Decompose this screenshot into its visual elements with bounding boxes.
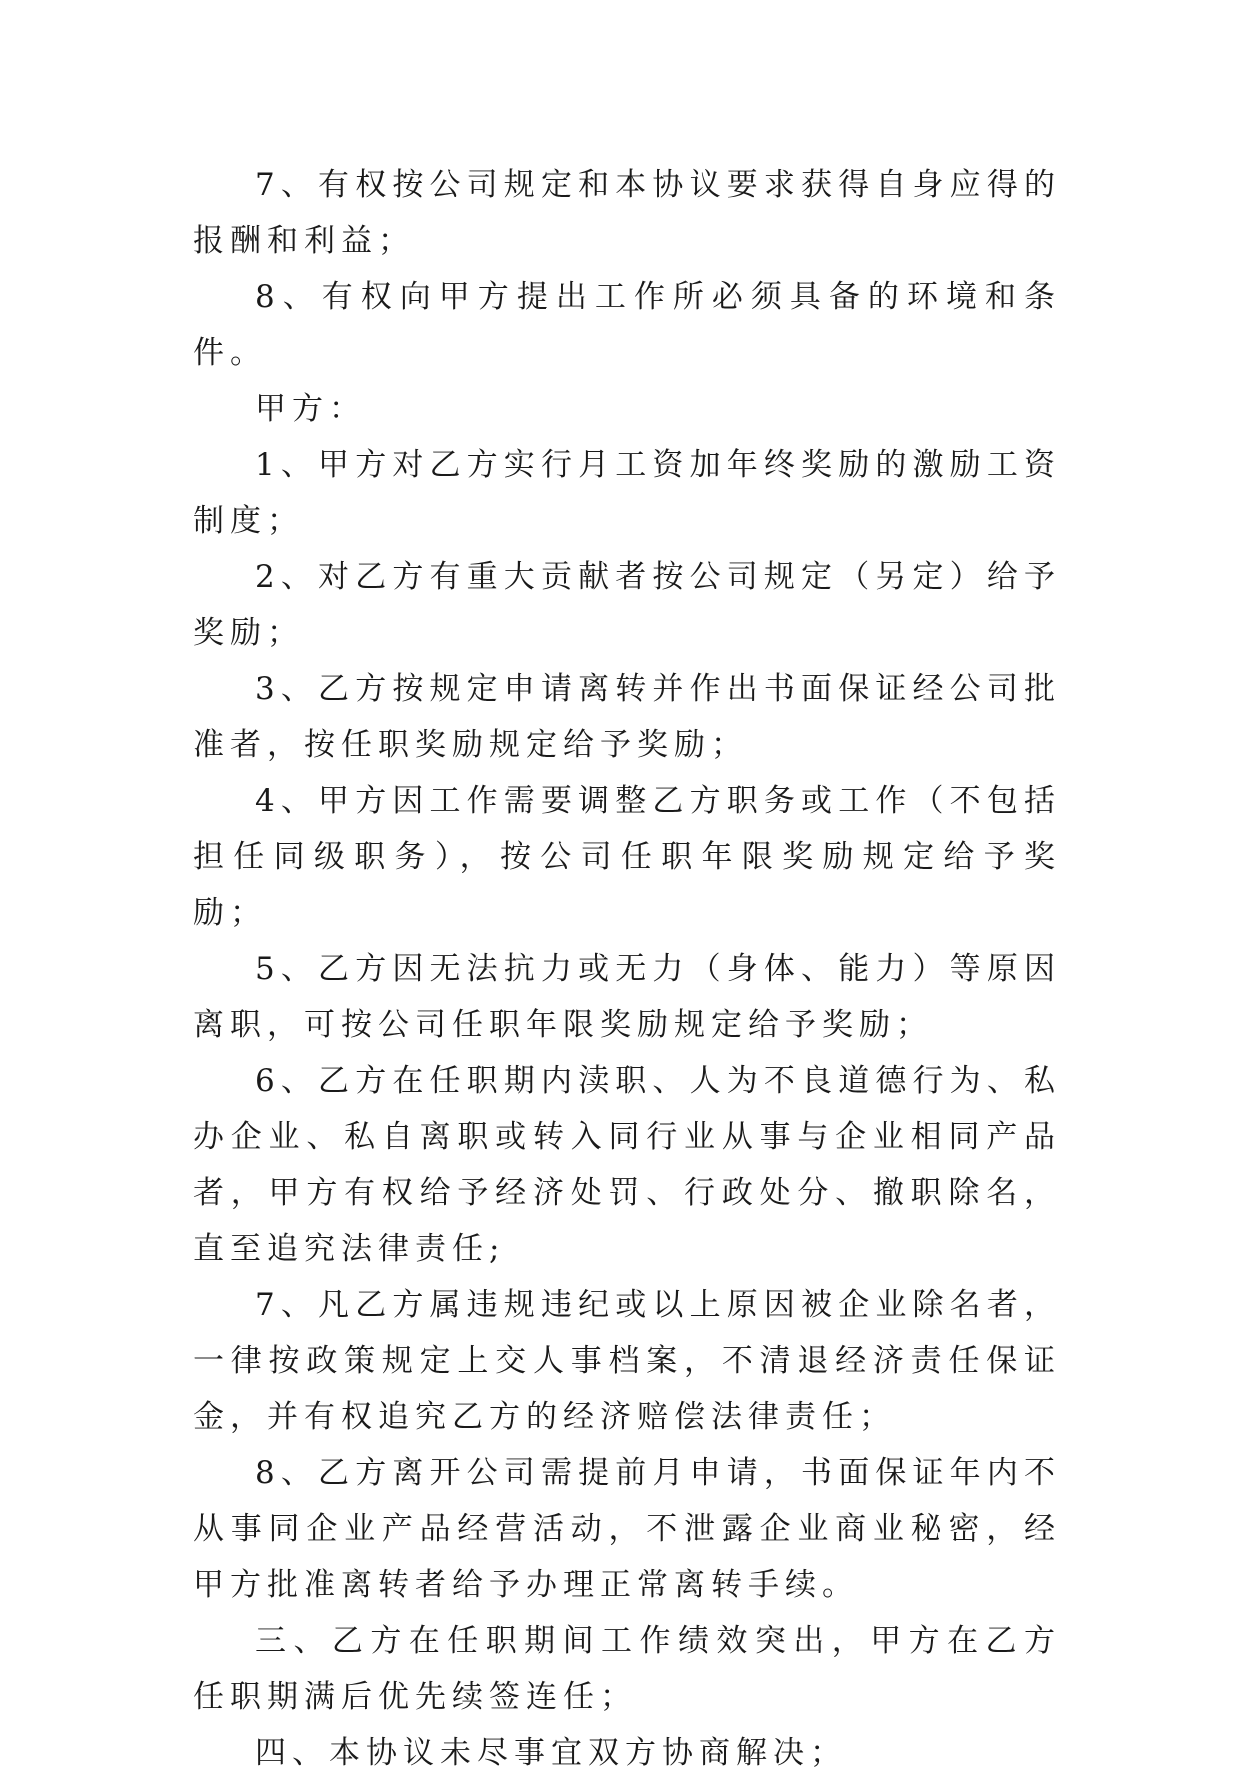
paragraph-right-b8: 8、有权向甲方提出工作所必须具备的环境和条件。 [193, 279, 1061, 371]
paragraph-right-b7: 7、有权按公司规定和本协议要求获得自身应得的报酬和利益； [193, 167, 1061, 259]
paragraph-a3: 3、乙方按规定申请离转并作出书面保证经公司批准者，按任职奖励规定给予奖励； [193, 671, 1061, 763]
document-body [193, 157, 1061, 1781]
paragraph-a2: 2、对乙方有重大贡献者按公司规定（另定）给予奖励； [193, 559, 1061, 651]
paragraph-a8: 8、乙方离开公司需提前月申请，书面保证年内不从事同企业产品经营活动，不泄露企业商业秘密，经甲方批准离转者给予办理正常离转手续。 [193, 1455, 1061, 1603]
paragraph-a5: 5、乙方因无法抗力或无力（身体、能力）等原因离职，可按公司任职年限奖励规定给予奖励； [193, 951, 1061, 1043]
paragraph-a6: 6、乙方在任职期内渎职、人为不良道德行为、私办企业、私自离职或转入同行业从事与企业相同产品者，甲方有权给予经济处罚、行政处分、撤职除名，直至追究法律责任; [193, 1063, 1061, 1267]
clause-three: 三、乙方在任职期间工作绩效突出，甲方在乙方任职期满后优先续签连任； [193, 1623, 1061, 1715]
paragraph-a1: 1、甲方对乙方实行月工资加年终奖励的激励工资制度； [193, 447, 1061, 539]
clause-four: 四、本协议未尽事宜双方协商解决； [255, 1735, 847, 1771]
paragraph-a7: 7、凡乙方属违规违纪或以上原因被企业除名者，一律按政策规定上交人事档案，不清退经济责任保证金，并有权追究乙方的经济赔偿法律责任； [193, 1287, 1061, 1435]
paragraph-a4: 4、甲方因工作需要调整乙方职务或工作（不包括担任同级职务），按公司任职年限奖励规定给予奖励； [193, 783, 1061, 931]
party-a-heading: 甲方： [255, 391, 366, 427]
